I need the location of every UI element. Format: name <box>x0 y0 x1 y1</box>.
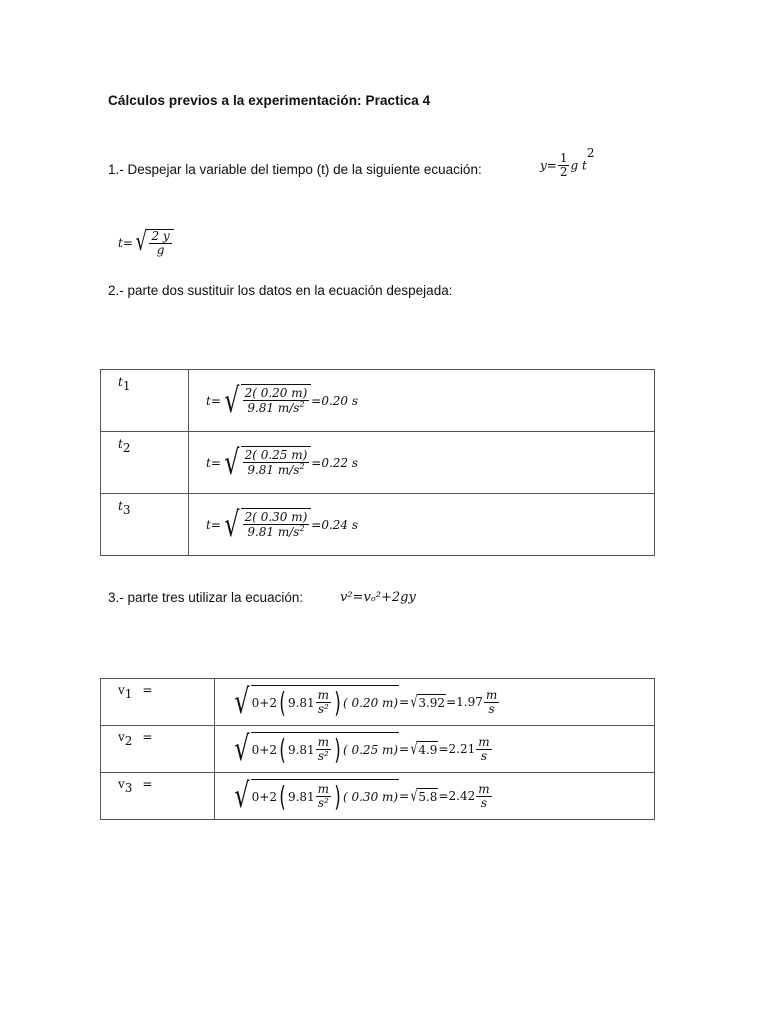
calc-result: =0.22 s <box>311 455 359 470</box>
sol-t: t <box>118 235 123 250</box>
vel-label: v <box>118 730 125 744</box>
vel-result-den: s <box>488 701 495 716</box>
table-row <box>101 370 655 432</box>
calc-den: 9.81 m/s <box>247 525 300 539</box>
time-label-cell <box>101 494 189 556</box>
vel-h: ( 0.30 m) <box>342 789 399 804</box>
velocity-calc-cell <box>215 726 655 773</box>
section2-text: 2.- parte dos sustituir los datos en la ecuación despejada: <box>108 283 453 298</box>
calc-sqrt: √ $\frac{2( 0.25 m)}{9.81 m/s^2}$ <box>221 446 311 480</box>
calc-den-exp: 2 <box>299 462 305 471</box>
calc-lhs: t= <box>206 517 221 532</box>
vel-result-den: s <box>480 748 487 763</box>
time-label-cell <box>101 432 189 494</box>
vel-result: =1.97 <box>446 695 483 709</box>
vel-unit-den: s² <box>317 749 329 763</box>
vel-inner: 0+2 <box>251 695 277 710</box>
table-row <box>101 679 655 726</box>
vel-unit-den: s² <box>317 702 329 716</box>
vel-unit-num: m <box>317 735 330 750</box>
eq-equals: = <box>546 158 557 173</box>
eq-half-num: 1 <box>559 151 568 165</box>
velocity-label-cell <box>101 679 215 726</box>
section3-text: 3.- parte tres utilizar la ecuación: <box>108 590 304 605</box>
velocity-calc-cell <box>215 679 655 726</box>
velocity-calc-cell <box>215 773 655 820</box>
time-label: t <box>118 437 123 451</box>
vel-unit-num: m <box>317 782 330 797</box>
table-row <box>101 773 655 820</box>
calc-num: 2( 0.25 m) <box>244 448 308 463</box>
calc-den: 9.81 m/s <box>247 401 300 415</box>
velocity-table <box>100 678 655 820</box>
vel-inner: 0+2 <box>251 789 277 804</box>
calc-num: 2( 0.30 m) <box>244 510 308 525</box>
time-calc-cell <box>189 370 655 432</box>
section1-text: 1.- Despejar la variable del tiempo (t) de la siguiente ecuación: <box>108 162 482 177</box>
time-calc-cell <box>189 432 655 494</box>
vel-result-num: m <box>478 734 490 749</box>
sol-equals: = <box>122 235 133 250</box>
sol-den: g <box>156 242 165 257</box>
vel-g: 9.81 <box>287 695 315 710</box>
time-table <box>100 369 655 556</box>
vel-unit-den: s² <box>317 796 329 810</box>
time-sub: 2 <box>122 441 131 456</box>
vel-label: v <box>118 683 125 697</box>
eq-gt: g t <box>570 158 587 173</box>
calc-result: =0.20 s <box>311 393 359 408</box>
section1-solution <box>118 229 174 256</box>
table-row <box>101 494 655 556</box>
calc-den: 9.81 m/s <box>247 463 300 477</box>
vel-eq: = <box>142 730 153 744</box>
table-row <box>101 432 655 494</box>
vel-result: =2.21 <box>438 742 476 756</box>
vel-sub: 2 <box>124 734 133 749</box>
calc-lhs: t= <box>206 393 221 408</box>
time-label-cell <box>101 370 189 432</box>
vel-expression: √ 0+2 ( 9.81 $\frac{m}{\text{s²}}$ ) ( 0.30 m) = √ 5.8 =2.42 $\frac{m}{s}$ <box>234 776 490 816</box>
vel-result: =2.42 <box>438 789 476 803</box>
table-row <box>101 726 655 773</box>
vel-result-num: m <box>485 687 498 702</box>
vel-eq: = <box>142 683 153 697</box>
vel-eq: = <box>142 777 153 791</box>
calc-den-exp: 2 <box>299 400 305 409</box>
sol-num: 2 y <box>151 229 170 243</box>
eq-y: y <box>540 158 547 173</box>
eq-half <box>558 152 570 178</box>
vel-sqrt-val: 5.8 <box>418 789 438 804</box>
calc-num: 2( 0.20 m) <box>244 386 308 401</box>
time-sub: 1 <box>122 379 131 394</box>
calc-den-exp: 2 <box>299 524 305 533</box>
vel-g: 9.81 <box>287 789 315 804</box>
eq-exp: 2 <box>586 146 595 160</box>
time-sub: 3 <box>122 503 131 518</box>
calc-lhs: t= <box>206 455 221 470</box>
document-title: Cálculos previos a la experimentación: Practica 4 <box>108 93 431 108</box>
time-label: t <box>118 375 123 389</box>
sol-sqrt: √ $\frac{2 y}{g}$ <box>133 229 174 256</box>
section1-equation <box>540 146 595 179</box>
vel-unit-num: m <box>317 688 330 703</box>
velocity-label-cell <box>101 773 215 820</box>
vel-result-num: m <box>478 781 490 796</box>
vel-h: ( 0.25 m) <box>342 742 399 757</box>
vel-sqrt-val: 4.9 <box>418 742 438 757</box>
time-calc-cell <box>189 494 655 556</box>
velocity-label-cell <box>101 726 215 773</box>
calc-sqrt: √ $\frac{2( 0.20 m)}{9.81 m/s^2}$ <box>221 384 311 418</box>
vel-sub: 3 <box>124 781 133 796</box>
vel-sub: 1 <box>124 687 133 702</box>
vel-inner: 0+2 <box>251 742 277 757</box>
vel-expression: √ 0+2 ( 9.81 $\frac{m}{\text{s²}}$ ) ( 0.20 m) = √ 3.92 =1.97 $\frac{m}{s}$ <box>234 682 498 722</box>
vel-result-den: s <box>480 795 487 810</box>
vel-sqrt-val: 3.92 <box>418 695 446 710</box>
eq-half-den: 2 <box>559 164 568 179</box>
calc-sqrt: √ $\frac{2( 0.30 m)}{9.81 m/s^2}$ <box>221 508 311 542</box>
section3-equation: v²=vₒ²+2gy <box>340 590 416 605</box>
vel-g: 9.81 <box>287 742 315 757</box>
time-label: t <box>118 499 123 513</box>
vel-h: ( 0.20 m) <box>342 695 399 710</box>
vel-label: v <box>118 777 125 791</box>
vel-expression: √ 0+2 ( 9.81 $\frac{m}{\text{s²}}$ ) ( 0.25 m) = √ 4.9 =2.21 $\frac{m}{s}$ <box>234 729 490 769</box>
calc-result: =0.24 s <box>311 517 359 532</box>
